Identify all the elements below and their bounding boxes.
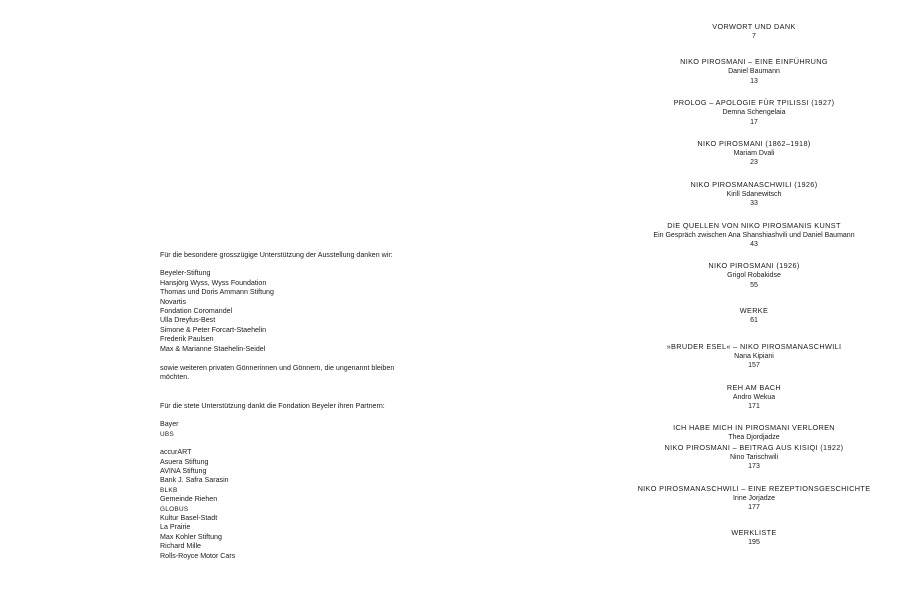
supporter: Novartis (160, 297, 187, 306)
toc-page-number: 23 (750, 159, 758, 167)
acknowledgements-page (160, 251, 440, 561)
toc-entry (604, 342, 901, 371)
toc-entry (604, 423, 901, 471)
partner: Bank J. Safra Sarasin (160, 476, 229, 485)
table-of-contents (604, 22, 901, 560)
partners-intro: Für die stete Unterstützung dankt die Fondation Beyeler ihren Partnern: (160, 401, 385, 410)
toc-title: »BRUDER ESEL« – NIKO PIROSMANASCHWILI (666, 341, 842, 351)
partner: accurART (160, 448, 192, 457)
partner: Rolls-Royce Motor Cars (160, 551, 236, 560)
toc-title: NIKO PIROSMANASCHWILI (1926) (690, 179, 818, 189)
supporter: Max & Marianne Staehelin-Seidel (160, 344, 266, 353)
acknowledgements-intro: Für die besondere grosszügige Unterstützung der Ausstellung danken wir: (160, 251, 393, 259)
toc-entry (604, 180, 901, 209)
toc-title: VORWORT UND DANK (712, 22, 796, 31)
toc-page-number: 157 (748, 362, 760, 370)
supporters-list (160, 269, 440, 354)
private-donors-text: sowie weiteren privaten Gönnerinnen und Gönnern, die ungenannt bleiben (160, 364, 395, 373)
toc-entry (604, 528, 901, 547)
toc-entry (604, 306, 901, 325)
toc-author: Kirill Sdanewitsch (726, 190, 782, 198)
partner: La Prairie (160, 523, 191, 532)
toc-page-number: 17 (750, 118, 758, 126)
toc-title: WERKE (739, 306, 769, 316)
toc-author: Irine Jorjadze (732, 494, 776, 502)
toc-page-number: 7 (752, 33, 756, 40)
partner: BLKB (160, 486, 178, 494)
toc-entry (604, 484, 901, 513)
supporter: Fondation Coromandel (160, 307, 233, 316)
toc-page-number: 43 (750, 241, 758, 249)
toc-title: PROLOG – APOLOGIE FÜR TPILISSI (1927) (673, 98, 835, 108)
toc-entry (604, 98, 901, 127)
main-partner: Bayer (160, 420, 179, 429)
toc-title: NIKO PIROSMANI (1862–1918) (697, 139, 811, 149)
toc-page-number: 61 (750, 317, 758, 325)
supporter: Thomas und Doris Ammann Stiftung (160, 288, 274, 297)
toc-entry (604, 383, 901, 412)
partners-list (160, 448, 440, 561)
toc-author: Nino Tarischwili (729, 453, 779, 461)
toc-page-number: 177 (748, 503, 760, 511)
toc-author: Grigol Robakidse (727, 272, 781, 280)
toc-page-number: 33 (750, 200, 758, 208)
toc-entry (604, 57, 901, 86)
toc-author: Daniel Baumann (728, 68, 780, 76)
partner: Richard Mille (160, 542, 201, 551)
supporter: Hansjörg Wyss, Wyss Foundation (160, 278, 267, 287)
toc-page-number: 195 (748, 539, 760, 547)
toc-page-number: 55 (750, 281, 758, 289)
toc-entry (604, 261, 901, 290)
toc-title: NIKO PIROSMANI – BEITRAG AUS KISIQI (1922) (664, 442, 844, 452)
toc-author: Mariam Dvali (733, 150, 775, 158)
partner: Kultur Basel-Stadt (160, 513, 218, 522)
main-partner: UBS (160, 430, 175, 438)
toc-title: REH AM BACH (726, 382, 782, 392)
toc-page-number: 173 (748, 463, 760, 471)
toc-title: NIKO PIROSMANASCHWILI – EINE REZEPTIONSGESCHICHTE (637, 483, 871, 493)
supporter: Ulla Dreyfus-Best (160, 316, 216, 325)
partner: GLOBUS (160, 505, 189, 513)
toc-author: Ein Gespräch zwischen Ana Shanshiashvili und Daniel Baumann (653, 231, 855, 239)
toc-title: WERKLISTE (731, 528, 777, 538)
partner: Max Kohler Stiftung (160, 532, 222, 541)
supporter: Simone & Peter Forcart-Staehelin (160, 325, 267, 334)
toc-title: DIE QUELLEN VON NIKO PIROSMANIS KUNST (667, 220, 841, 230)
toc-title: NIKO PIROSMANI – EINE EINFÜHRUNG (680, 57, 828, 67)
supporter: Frederik Paulsen (160, 335, 214, 344)
private-donors-text-cont: möchten. (160, 373, 190, 382)
toc-author: Demna Schengelaia (722, 109, 786, 117)
toc-entry (604, 22, 901, 41)
toc-author: Andro Wekua (732, 393, 776, 401)
toc-author: Nana Kipiani (734, 352, 774, 360)
partner: AVINA Stiftung (160, 466, 207, 475)
toc-page-number: 171 (748, 402, 760, 410)
toc-author: Thea Djordjadze (728, 434, 780, 442)
supporter: Beyeler-Stiftung (160, 269, 211, 278)
toc-title: NIKO PIROSMANI (1926) (708, 261, 800, 271)
toc-title: ICH HABE MICH IN PIROSMANI VERLOREN (673, 423, 835, 433)
toc-entry (604, 139, 901, 168)
partner: Gemeinde Riehen (160, 495, 218, 504)
toc-entry (604, 221, 901, 250)
partner: Asuera Stiftung (160, 457, 209, 466)
toc-page-number: 13 (750, 77, 758, 85)
